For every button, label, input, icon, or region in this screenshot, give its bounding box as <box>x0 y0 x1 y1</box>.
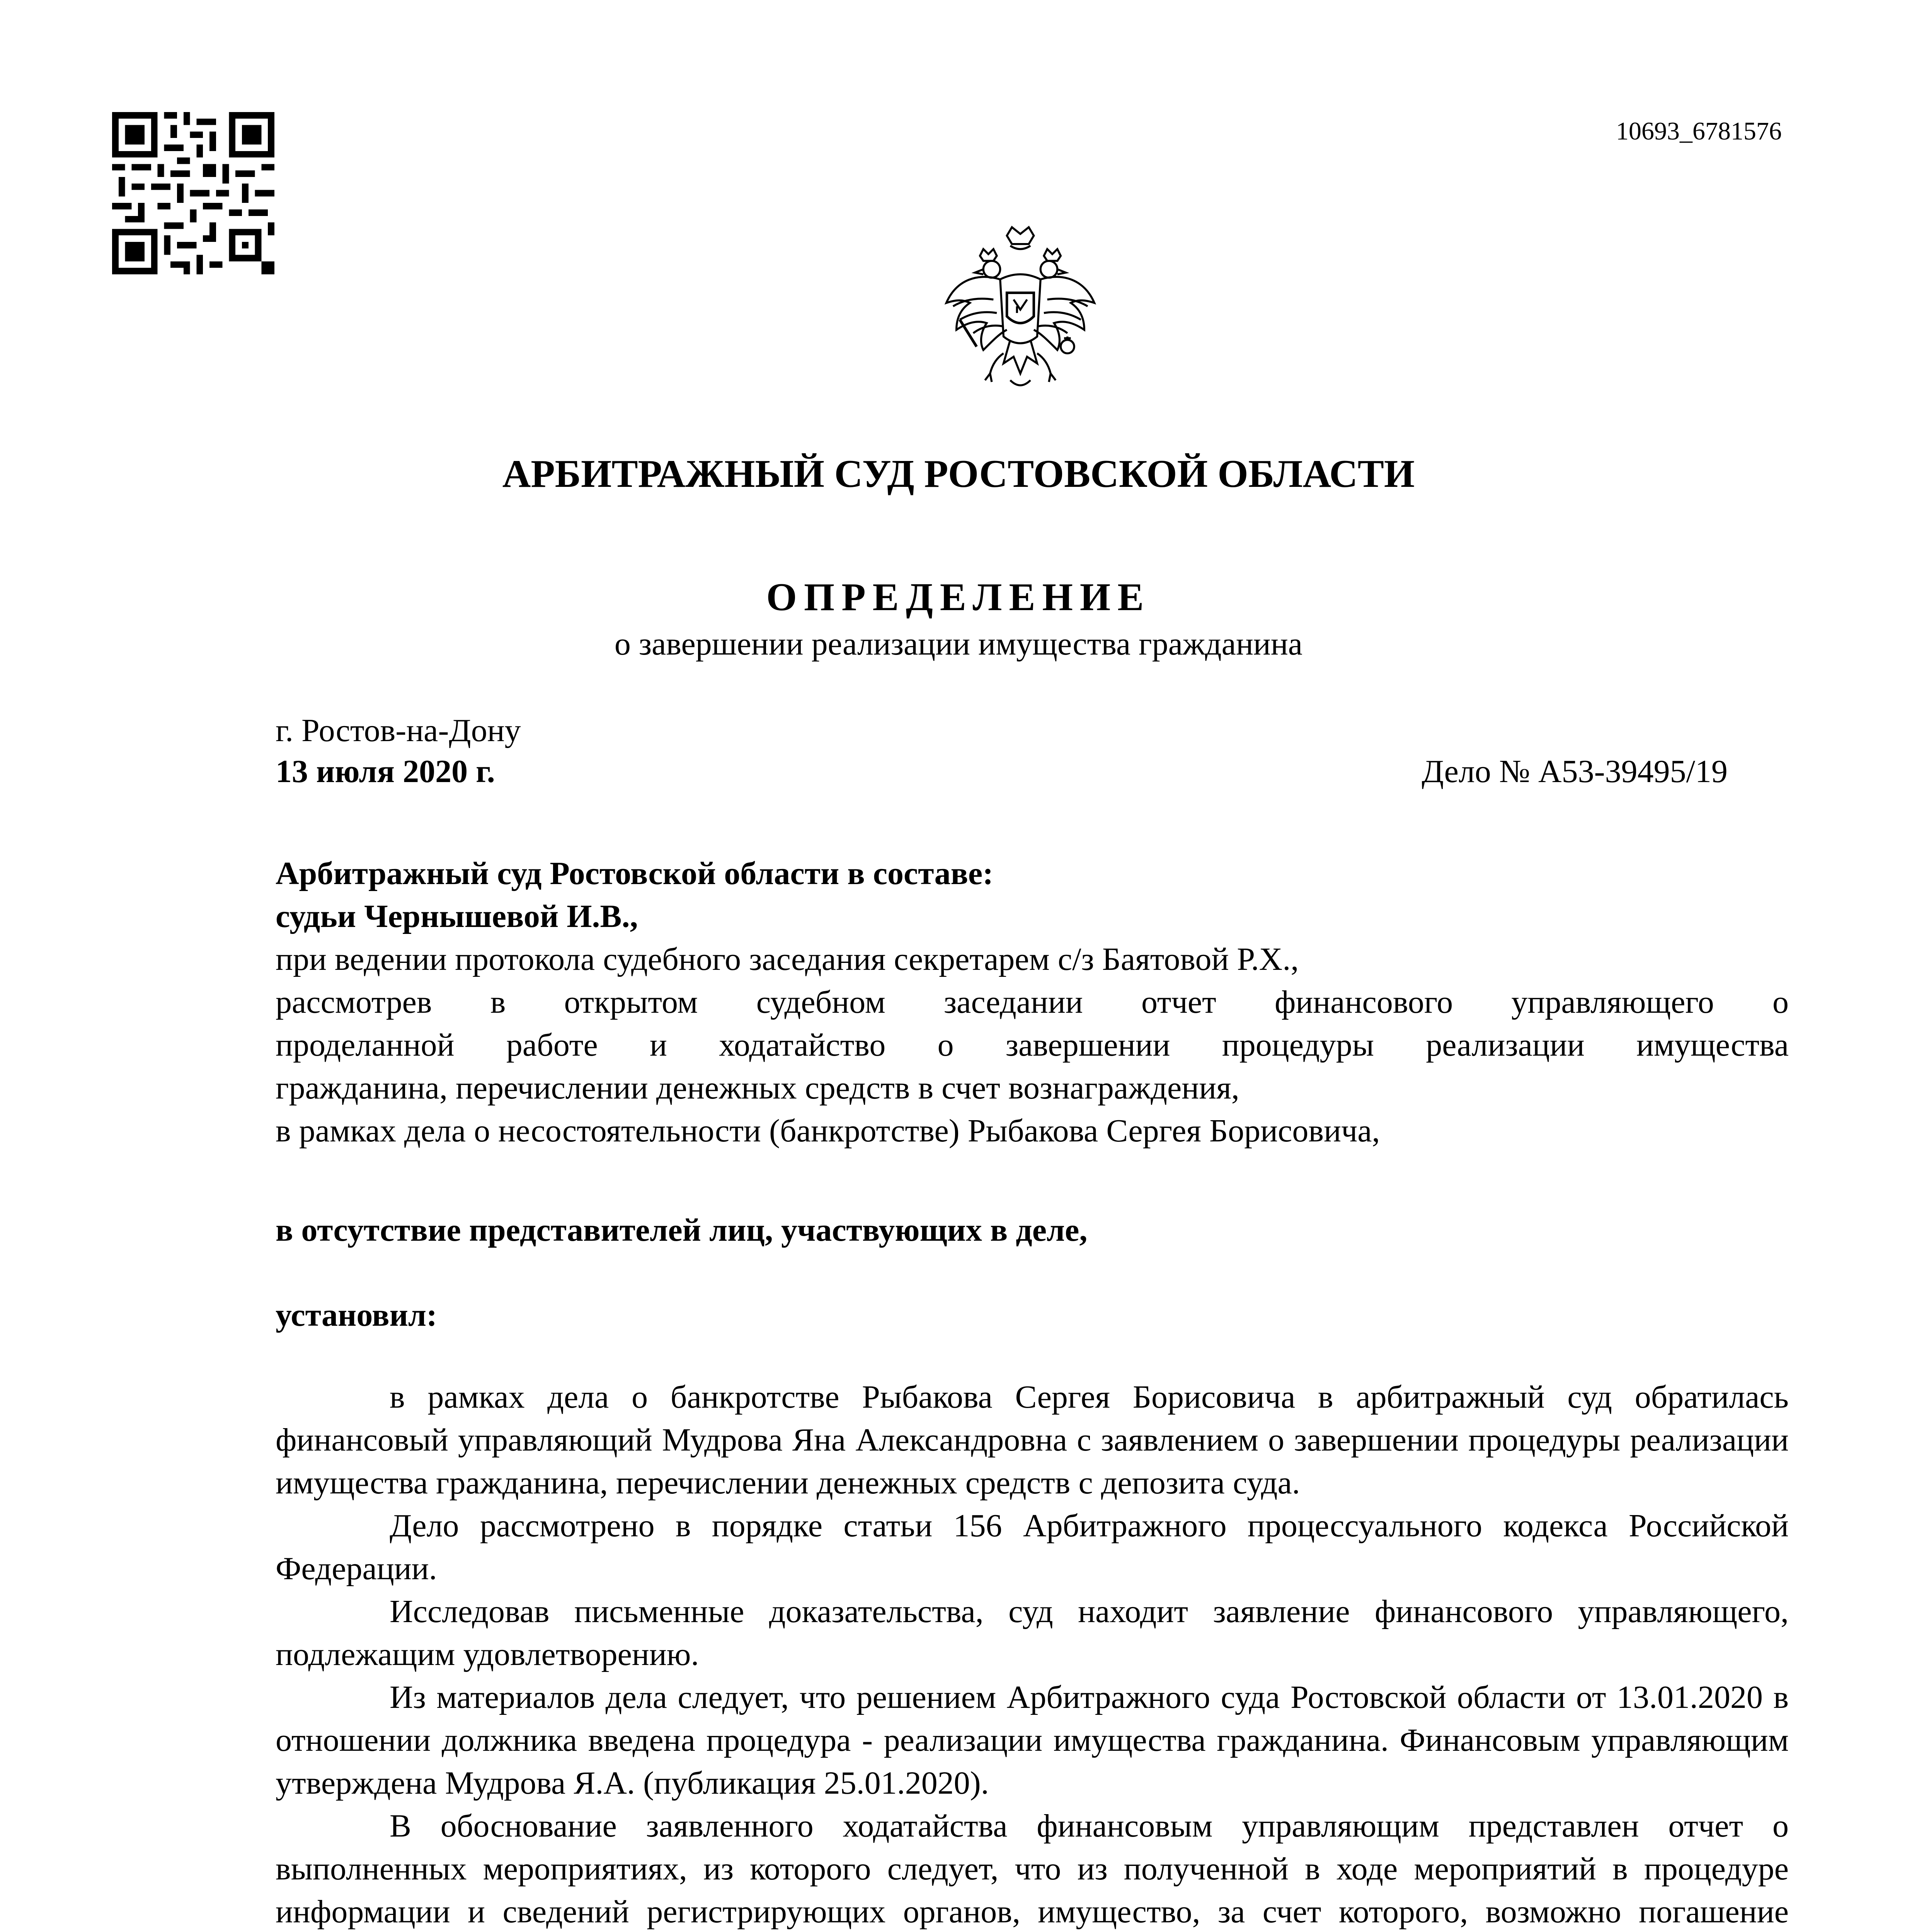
considering-line: гражданина, перечислении денежных средств в счет вознаграждения, <box>276 1070 1239 1106</box>
city: г. Ростов-на-Дону <box>276 713 521 748</box>
body-paragraph: Из материалов дела следует, что решением Арбитражного суда Ростовской области от 13.01.2020 в отношении должника введена процедура - реализации имущества гражданина. Финансовым управляющим утверждена Мудрова Я.А. (публикация 25.01.2020). <box>276 1679 1789 1801</box>
document-id: 10693_6781576 <box>1616 117 1782 145</box>
judge-line: судьи Чернышевой И.В., <box>276 898 638 934</box>
court-composition-line: Арбитражный суд Ростовской области в составе: <box>276 855 994 891</box>
composition-block <box>276 852 1789 1152</box>
coat-of-arms-emblem <box>935 222 1105 404</box>
established-heading: установил: <box>276 1297 438 1333</box>
document-type-heading: ОПРЕДЕЛЕНИЕ <box>766 575 1151 619</box>
considering-line: проделанной работе и ходатайство о завершении процедуры реализации имущества <box>276 1027 1789 1063</box>
body-paragraph: Дело рассмотрено в порядке статьи 156 Арбитражного процессуального кодекса Российской Федерации. <box>276 1508 1789 1587</box>
body-paragraph: В обоснование заявленного ходатайства финансовым управляющим представлен отчет о выполненных мероприятиях, из которого следует, что из полученной в ходе мероприятий в процедуре информации и сведений регистрирующих органов, имущество, за счет которого, возможно погашение <box>276 1808 1789 1930</box>
case-number: Дело № А53-39495/19 <box>1422 753 1728 789</box>
body-paragraph: в рамках дела о банкротстве Рыбакова Сергея Борисовича в арбитражный суд обратилась финансовый управляющий Мудрова Яна Александровна с заявлением о завершении процедуры реализации имущества гражданина, перечислении денежных средств с депозита суда. <box>276 1379 1789 1501</box>
case-frame-line: в рамках дела о несостоятельности (банкротстве) Рыбакова Сергея Борисовича, <box>276 1113 1380 1149</box>
absence-line: в отсутствие представителей лиц, участвующих в деле, <box>276 1212 1088 1248</box>
decision-body <box>276 1376 1789 1932</box>
qr-code <box>112 112 274 274</box>
body-paragraph: Исследовав письменные доказательства, суд находит заявление финансового управляющего, подлежащим удовлетворению. <box>276 1594 1789 1672</box>
court-name-heading: АРБИТРАЖНЫЙ СУД РОСТОВСКОЙ ОБЛАСТИ <box>502 452 1415 496</box>
decision-date: 13 июля 2020 г. <box>276 753 495 789</box>
document-subtitle: о завершении реализации имущества гражданина <box>614 626 1303 662</box>
considering-line: рассмотрев в открытом судебном заседании отчет финансового управляющего о <box>276 984 1789 1020</box>
secretary-line: при ведении протокола судебного заседания секретарем с/з Баятовой Р.Х., <box>276 941 1299 977</box>
